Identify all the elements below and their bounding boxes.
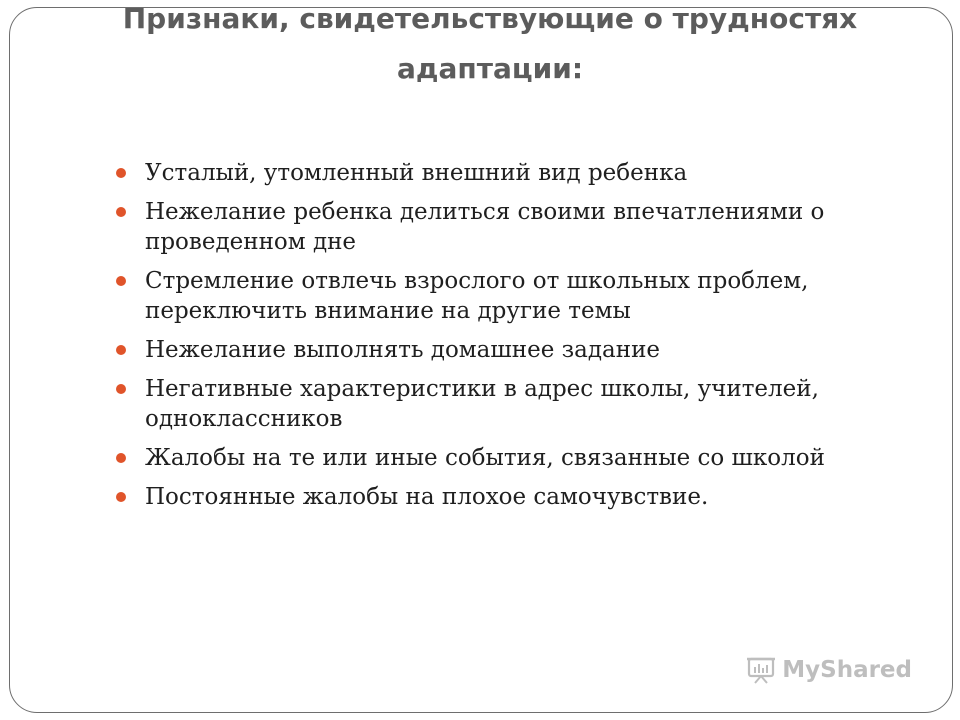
bullet-text: Жалобы на те или иные события, связанные со школой	[145, 445, 825, 471]
bullet-text: Нежелание ребенка делиться своими впечатлениями о проведенном дне	[145, 199, 825, 255]
bullet-dot-icon	[116, 168, 126, 178]
bullet-dot-icon	[116, 276, 126, 286]
list-item	[113, 374, 903, 434]
list-item	[113, 266, 903, 326]
bullet-dot-icon	[116, 492, 126, 502]
list-item	[113, 443, 903, 473]
watermark-logo	[746, 655, 912, 685]
watermark-text: MyShared	[782, 657, 912, 683]
bullet-dot-icon	[116, 345, 126, 355]
bullet-text: Нежелание выполнять домашнее задание	[145, 337, 661, 363]
bullet-text: Постоянные жалобы на плохое самочувствие.	[145, 484, 709, 510]
list-item	[113, 158, 903, 188]
list-item	[113, 482, 903, 512]
bullet-text: Усталый, утомленный внешний вид ребенка	[145, 160, 688, 186]
slide-title: Признаки, свидетельствующие о трудностях адаптации:	[122, 2, 858, 85]
bullet-list	[113, 158, 903, 521]
slide-frame	[9, 2, 953, 713]
bullet-text: Стремление отвлечь взрослого от школьных проблем, переключить внимание на другие темы	[145, 268, 809, 324]
list-item	[113, 197, 903, 257]
presentation-board-icon	[746, 655, 776, 685]
bullet-dot-icon	[116, 207, 126, 217]
list-item	[113, 335, 903, 365]
bullet-dot-icon	[116, 453, 126, 463]
bullet-dot-icon	[116, 384, 126, 394]
bullet-text: Негативные характеристики в адрес школы, учителей, одноклассников	[145, 376, 819, 432]
